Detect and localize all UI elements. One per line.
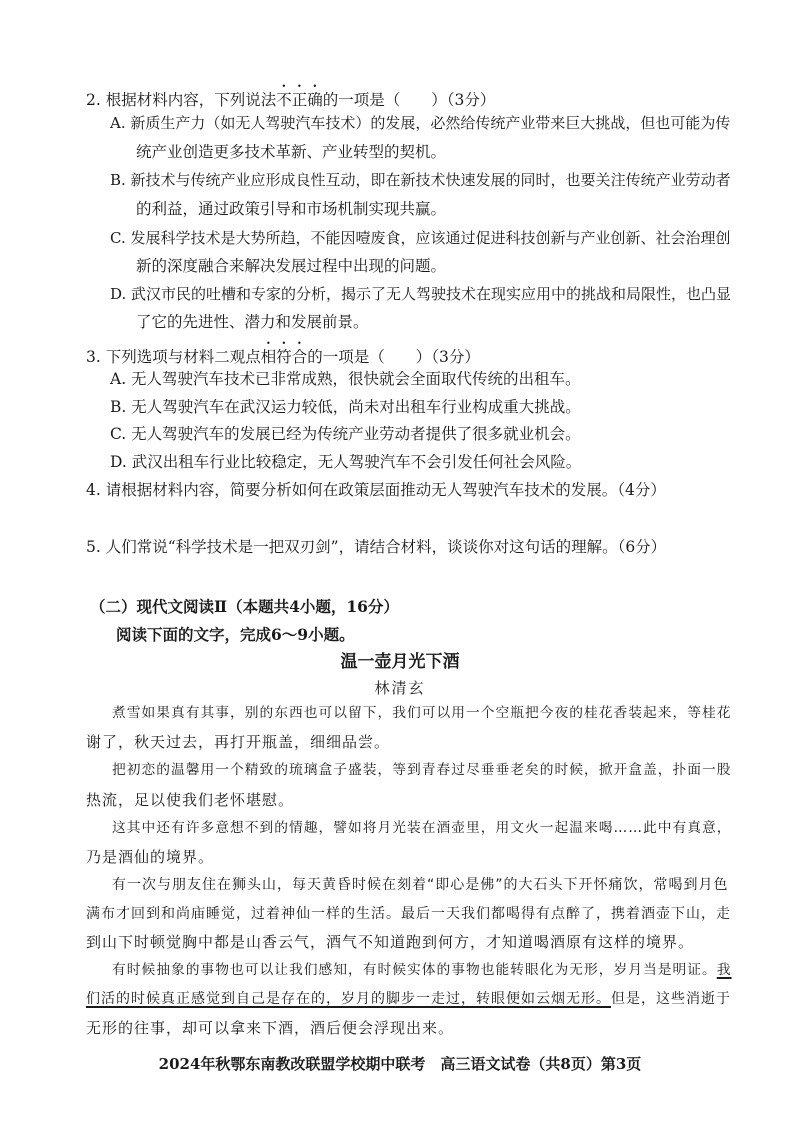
option-c: C. 无人驾驶汽车的发展已经为传统产业劳动者提供了很多就业机会。 [110, 425, 581, 443]
option-a-line1: A. 新质生产力（如无人驾驶汽车技术）的发展，必然给传统产业带来巨大挑战，但也可能为传 [110, 114, 731, 132]
paragraph-5-line3: 无形的往事，却可以拿来下酒，酒后便会浮现出来。 [86, 1019, 455, 1037]
section-heading: （二）现代文阅读Ⅱ（本题共4小题，16分） [90, 597, 399, 616]
paragraph-5-line2 [86, 989, 731, 1009]
stem-text: 的一项是（ ）（3分） [322, 91, 496, 109]
paragraph-3-line1: 这其中还有许多意想不到的情趣，譬如将月光装在酒壶里，用文火一起温来喝……此中有真意， [112, 820, 732, 836]
option-d-line2: 了它的先进性、潜力和发展前景。 [136, 313, 369, 331]
option-b-line1: B. 新技术与传统产业应形成良性互动，即在新技术快速发展的同时，也要关注传统产业劳动者 [110, 171, 731, 189]
stem-text: 根据材料内容，下列说法 [105, 91, 277, 109]
paragraph-text: 但是，这些消逝于 [611, 991, 731, 1007]
paragraph-4-line3: 到山下时顿觉胸中都是山香云气，酒气不知道跑到何方，才知道喝酒原有这样的境界。 [86, 933, 695, 951]
question-2-stem [86, 82, 495, 110]
paragraph-5-line1 [112, 960, 732, 980]
option-b-line2: 的利益，通过政策引导和市场机制实现共赢。 [136, 200, 447, 218]
option-c-line1: C. 发展科学技术是大势所趋，不能因噎废食，应该通过促进科技创新与产业创新、社会治理创 [110, 229, 731, 247]
question-number: 3. [86, 348, 101, 366]
option-a-line2: 统产业创造更多技术革新、产业转型的契机。 [136, 143, 447, 161]
paragraph-2-line1: 把初恋的温馨用一个精致的琉璃盒子盛装，等到青春过尽垂垂老矣的时候，掀开盒盖，扑面一股 [112, 762, 732, 778]
paragraph-3-line2: 乃是酒仙的境界。 [86, 848, 215, 866]
option-b: B. 无人驾驶汽车在武汉运力较低，尚未对出租车行业构成重大挑战。 [110, 398, 581, 416]
question-5: 5. 人们常说“科学技术是一把双刃剑”，请结合材料，谈谈你对这句话的理解。（6分） [86, 538, 667, 556]
question-3-stem [86, 339, 480, 367]
passage-title: 温一壶月光下酒 [340, 652, 460, 672]
emphasized-text: 相符合 [260, 348, 308, 366]
paragraph-4-line1: 有一次与朋友住在狮头山，每天黄昏时候在刻着“即心是佛”的大石头下开怀痛饮，常喝到月色 [112, 877, 729, 893]
paragraph-2-line2: 热流，足以使我们老怀堪慰。 [86, 791, 295, 809]
question-number: 2. [86, 91, 101, 109]
paragraph-4-line2: 满布才回到和尚庙睡觉，过着神仙一样的生活。最后一天我们都喝得有点醉了，携着酒壶下山，走 [86, 906, 731, 922]
option-d: D. 武汉出租车行业比较稳定，无人驾驶汽车不会引发任何社会风险。 [110, 453, 582, 471]
option-c-line2: 新的深度融合来解决发展过程中出现的问题。 [136, 257, 447, 275]
paragraph-1-line1: 煮雪如果真有其事，别的东西也可以留下，我们可以用一个空瓶把今夜的桂花香装起来，等桂花 [112, 705, 732, 721]
underlined-text: 们活的时候真正感觉到自己是存在的，岁月的脚步一走过，转眼便如云烟无形。 [86, 991, 611, 1007]
emphasized-text: 不正确 [276, 91, 323, 109]
paragraph-text: 有时候抽象的事物也可以让我们感知，有时候实体的事物也能转眼化为无形，岁月当是明证。 [112, 962, 717, 978]
underlined-text: 我 [716, 962, 732, 978]
paragraph-1-line2: 谢了，秋天过去，再打开瓶盖，细细品尝。 [86, 733, 391, 751]
page-footer: 2024年秋鄂东南教改联盟学校期中联考 高三语文试卷（共8页）第3页 [158, 1055, 642, 1073]
passage-author: 林清玄 [374, 679, 426, 697]
option-d-line1: D. 武汉市民的吐槽和专家的分析，揭示了无人驾驶技术在现实应用中的挑战和局限性，也凸显 [110, 285, 732, 303]
option-a: A. 无人驾驶汽车技术已非常成熟，很快就会全面取代传统的出租车。 [110, 370, 581, 388]
question-4: 4. 请根据材料内容，简要分析如何在政策层面推动无人驾驶汽车技术的发展。（4分） [86, 481, 666, 499]
stem-text: 下列选项与材料二观点 [105, 348, 261, 366]
instruction: 阅读下面的文字，完成6～9小题。 [116, 625, 355, 644]
stem-text: 的一项是（ ）（3分） [307, 348, 480, 366]
